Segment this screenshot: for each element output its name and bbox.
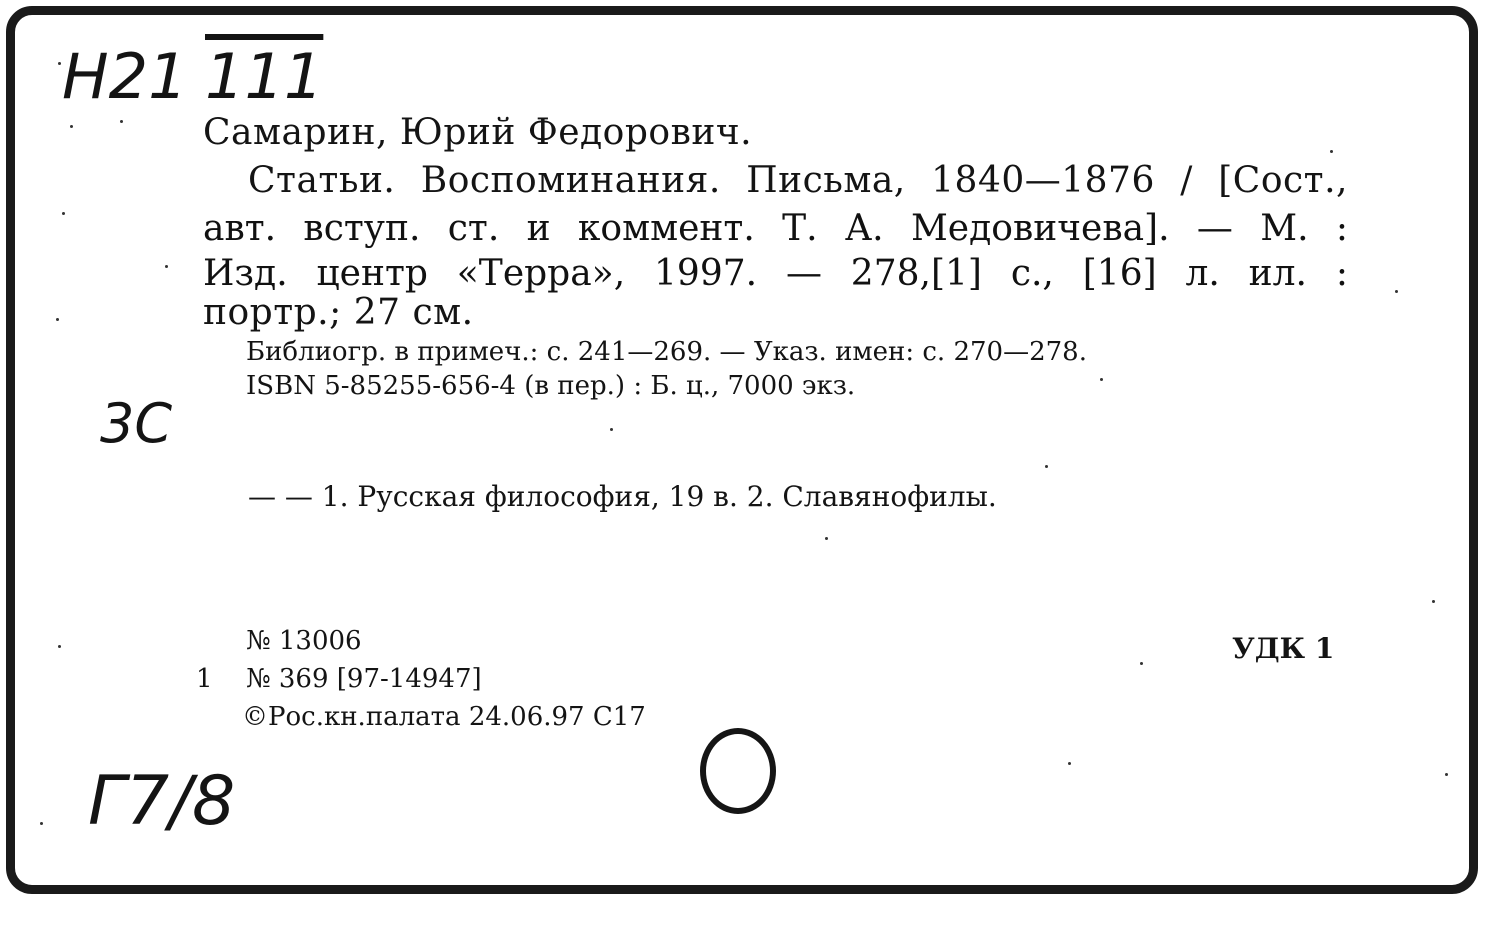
noise-dot: [56, 318, 59, 321]
noise-dot: [58, 645, 61, 648]
noise-dot: [165, 265, 168, 268]
handwritten-mark-left: 3С: [100, 392, 173, 455]
subject-headings: — — 1. Русская философия, 19 в. 2. Славянофилы.: [248, 480, 997, 513]
title-line-4: портр.; 27 см.: [203, 292, 474, 333]
noise-dot: [58, 62, 61, 65]
handwritten-shelfmark-overline: 111: [205, 40, 324, 113]
noise-dot: [1100, 378, 1103, 381]
noise-dot: [62, 212, 65, 215]
title-line-2: авт. вступ. ст. и коммент. Т. А. Медовичева]. — М. :: [203, 208, 1348, 249]
noise-dot: [1445, 773, 1448, 776]
author-heading: Самарин, Юрий Федорович.: [203, 112, 753, 153]
handwritten-mark-bottom: Г7/8: [88, 762, 236, 841]
noise-dot: [1068, 762, 1071, 765]
noise-dot: [1432, 600, 1435, 603]
isbn-line: ISBN 5-85255-656-4 (в пер.) : Б. ц., 7000 экз.: [246, 371, 856, 401]
card-number-2: № 369 [97-14947]: [246, 664, 482, 694]
noise-dot: [610, 428, 613, 431]
noise-dot: [40, 822, 43, 825]
bibliography-note: Библиогр. в примеч.: с. 241—269. — Указ. имен: с. 270—278.: [246, 337, 1087, 367]
card-number: № 13006: [246, 626, 362, 656]
noise-dot: [120, 120, 123, 123]
noise-dot: [1140, 662, 1143, 665]
title-line-1: Статьи. Воспоминания. Письма, 1840—1876 / [Сост.,: [248, 160, 1348, 201]
card-number-2-prefix: 1: [196, 664, 213, 694]
punch-hole-circle: [700, 728, 776, 814]
noise-dot: [1045, 465, 1048, 468]
noise-dot: [70, 125, 73, 128]
noise-dot: [1395, 290, 1398, 293]
handwritten-shelfmark: H21: [62, 40, 188, 113]
noise-dot: [1330, 150, 1333, 153]
book-chamber-stamp: ©Рос.кн.палата 24.06.97 С17: [242, 702, 646, 732]
title-line-3: Изд. центр «Терра», 1997. — 278,[1] с., [16] л. ил. :: [203, 253, 1348, 294]
noise-dot: [825, 537, 828, 540]
udk-code: УДК 1: [1232, 632, 1335, 665]
